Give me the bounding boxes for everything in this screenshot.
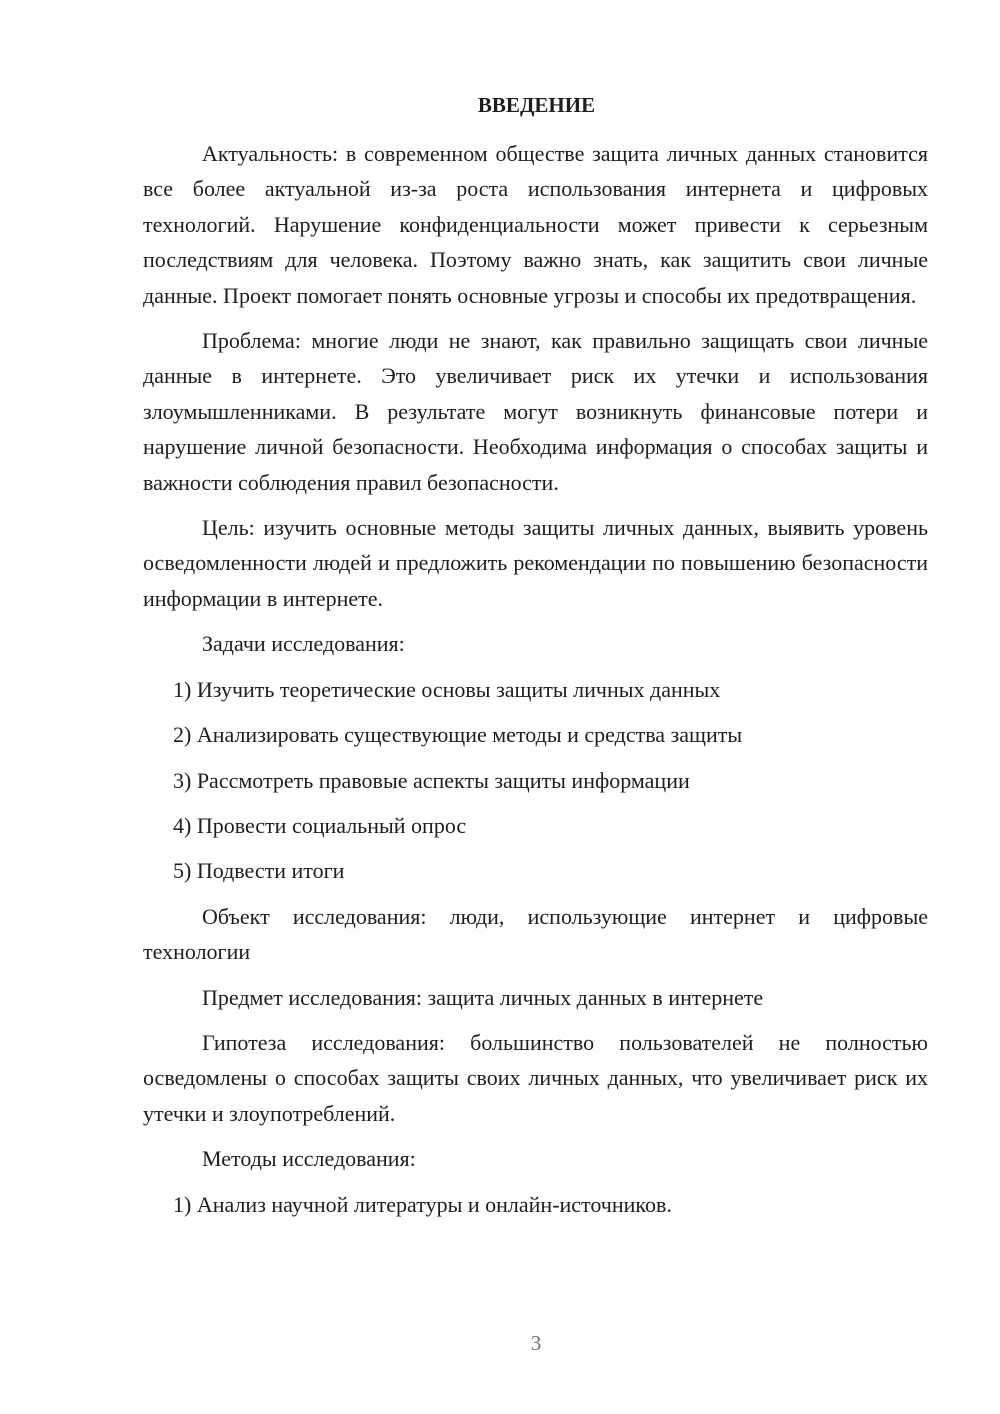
object-paragraph: Объект исследования: люди, использующие интернет и цифровые технологии: [143, 903, 928, 965]
methods-list: [143, 1187, 928, 1222]
section-title: ВВЕДЕНИЕ: [477, 93, 596, 117]
list-item: 2) Анализировать существующие методы и средства защиты: [173, 722, 743, 748]
list-item: 5) Подвести итоги: [173, 858, 345, 884]
relevance-paragraph: Актуальность: в современном обществе защита личных данных становится все более актуальной из-за роста использования интернета и цифровых технологий. Нарушение конфиденциальности может привести к серьезным последствиям для человека. Поэтому важно знать, как защитить свои личные данные. Проект помогает понять основные угрозы и способы их предотвращения.: [143, 141, 928, 308]
page-number: 3: [530, 1331, 542, 1355]
document-page: [143, 90, 928, 1232]
goal-paragraph: Цель: изучить основные методы защиты личных данных, выявить уровень осведомленности людей и предложить рекомендации по повышению безопасности информации в интернете.: [143, 515, 928, 611]
hypothesis-paragraph: Гипотеза исследования: большинство пользователей не полностью осведомлены о способах защиты своих личных данных, что увеличивает риск их утечки и злоупотреблений.: [143, 1029, 928, 1126]
methods-heading: Методы исследования:: [202, 1146, 416, 1172]
problem-paragraph: Проблема: многие люди не знают, как правильно защищать свои личные данные в интернете. Это увеличивает риск их утечки и использования злоумышленниками. В результате могут возникнуть финансовые потери и нарушение личной безопасности. Необходима информация о способах защиты и важности соблюдения правил безопасности.: [143, 328, 928, 495]
subject-paragraph: Предмет исследования: защита личных данных в интернете: [202, 984, 764, 1010]
list-item: 1) Изучить теоретические основы защиты личных данных: [173, 676, 721, 702]
tasks-heading: Задачи исследования:: [202, 631, 405, 657]
list-item: 3) Рассмотреть правовые аспекты защиты информации: [173, 767, 690, 793]
tasks-list: [143, 672, 928, 889]
list-item: 1) Анализ научной литературы и онлайн-источников.: [173, 1191, 672, 1217]
list-item: 4) Провести социальный опрос: [173, 812, 467, 838]
